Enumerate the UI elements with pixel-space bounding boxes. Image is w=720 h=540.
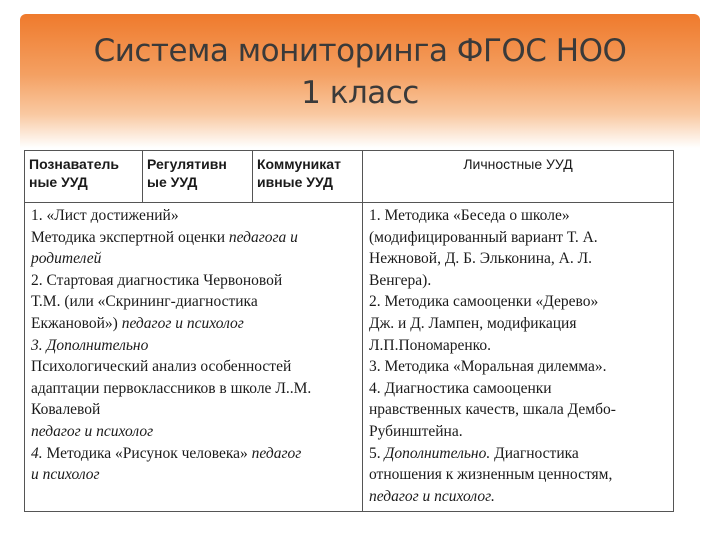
right-methods-line xyxy=(369,227,667,249)
left-methods-line-italic: педагог xyxy=(251,444,302,462)
header-regulatory-l2: ые УУД xyxy=(147,174,198,190)
left-methods-line-text: 2. Стартовая диагностика Червоновой xyxy=(31,271,283,289)
right-methods-line-text: (модифицированный вариант Т. А. xyxy=(369,228,598,246)
right-methods-line xyxy=(369,378,667,400)
right-methods-line xyxy=(369,335,667,357)
right-methods-line xyxy=(369,486,667,508)
header-personal: Личностные УУД xyxy=(363,151,674,203)
right-methods-line-text: Л.П.Пономаренко. xyxy=(369,336,492,354)
left-methods-line xyxy=(31,291,356,313)
left-methods-line-italic: и психолог xyxy=(31,466,100,484)
right-methods-line xyxy=(369,356,667,378)
left-methods-line-text: Методика «Рисунок человека» xyxy=(42,444,252,462)
left-methods-line xyxy=(31,248,356,270)
left-methods-line xyxy=(31,356,356,378)
left-methods-line xyxy=(31,378,356,400)
slide-title-line-1: Система мониторинга ФГОС НОО xyxy=(93,33,627,69)
left-methods-line xyxy=(31,464,356,486)
header-communicative-l2: ивные УУД xyxy=(257,174,333,190)
header-communicative xyxy=(253,151,363,203)
right-methods-line xyxy=(369,443,667,465)
right-methods-line xyxy=(369,248,667,270)
slide-title xyxy=(20,30,700,114)
left-methods-line xyxy=(31,421,356,443)
left-methods-line xyxy=(31,443,356,465)
right-methods-line-text: Венгера). xyxy=(369,271,432,289)
header-regulatory xyxy=(143,151,253,203)
left-methods-line xyxy=(31,227,356,249)
left-methods-line-text: Екжановой») xyxy=(31,314,122,332)
header-regulatory-l1: Регулятивн xyxy=(147,156,227,172)
right-methods-line-text: 1. Методика «Беседа о школе» xyxy=(369,207,570,224)
header-cognitive-l1: Познаватель xyxy=(29,156,119,172)
right-methods-line xyxy=(369,270,667,292)
left-methods-line-text: 1. «Лист достижений» xyxy=(31,207,179,224)
right-methods-line xyxy=(369,399,667,421)
left-methods-line-text: Методика экспертной оценки xyxy=(31,228,229,246)
right-methods-line xyxy=(369,421,667,443)
left-methods-line-italic: педагога и xyxy=(228,228,298,246)
right-methods-line-text: Нежновой, Д. Б. Эльконина, А. Л. xyxy=(369,250,592,268)
header-communicative-l1: Коммуникат xyxy=(257,156,341,172)
right-methods-line-text: 4. Диагностика самооценки xyxy=(369,379,552,397)
left-methods-line-italic: 3. Дополнительно xyxy=(31,336,149,354)
right-methods-line-text: 3. Методика «Моральная дилемма». xyxy=(369,358,607,376)
left-methods-line xyxy=(31,399,356,421)
left-methods-line xyxy=(31,270,356,292)
right-methods-line-text: отношения к жизненным ценностям, xyxy=(369,466,613,484)
slide-title-line-2: 1 класс xyxy=(301,75,419,111)
table-header-row xyxy=(25,151,674,203)
left-methods-cell xyxy=(25,203,363,512)
header-cognitive xyxy=(25,151,143,203)
right-methods-line-text: Рубинштейна. xyxy=(369,422,463,440)
right-methods-line-text: Дж. и Д. Лампен, модификация xyxy=(369,314,577,332)
right-methods-line xyxy=(369,313,667,335)
table-body-row xyxy=(25,203,674,512)
right-methods-line-text: 2. Методика самооценки «Дерево» xyxy=(369,293,599,311)
left-methods-line-italic: 4. xyxy=(31,444,43,462)
left-methods-line-italic: педагог и психолог xyxy=(121,314,244,332)
left-methods-line-text: Т.М. (или «Скрининг-диагностика xyxy=(31,293,258,311)
left-methods-line-text: Ковалевой xyxy=(31,401,101,419)
left-methods-line xyxy=(31,205,356,227)
right-methods-line xyxy=(369,291,667,313)
right-methods-line-text: 5. xyxy=(369,444,385,462)
right-methods-line xyxy=(369,205,667,227)
ud-monitoring-table xyxy=(24,150,674,512)
left-methods-line xyxy=(31,335,356,357)
right-methods-line xyxy=(369,464,667,486)
left-methods-line-text: адаптации первоклассников в школе Л..М. xyxy=(31,379,312,397)
left-methods-line-italic: родителей xyxy=(31,250,102,268)
right-methods-line-text: нравственных качеств, шкала Дембо- xyxy=(369,401,616,419)
left-methods-line xyxy=(31,313,356,335)
right-methods-line-text: Диагностика xyxy=(490,444,579,462)
right-methods-line-italic: педагог и психолог. xyxy=(369,487,495,505)
header-cognitive-l2: ные УУД xyxy=(29,174,88,190)
right-methods-line-italic: Дополнительно. xyxy=(384,444,491,462)
left-methods-line-text: Психологический анализ особенностей xyxy=(31,358,292,376)
left-methods-line-italic: педагог и психолог xyxy=(31,422,154,440)
right-methods-cell xyxy=(363,203,674,512)
